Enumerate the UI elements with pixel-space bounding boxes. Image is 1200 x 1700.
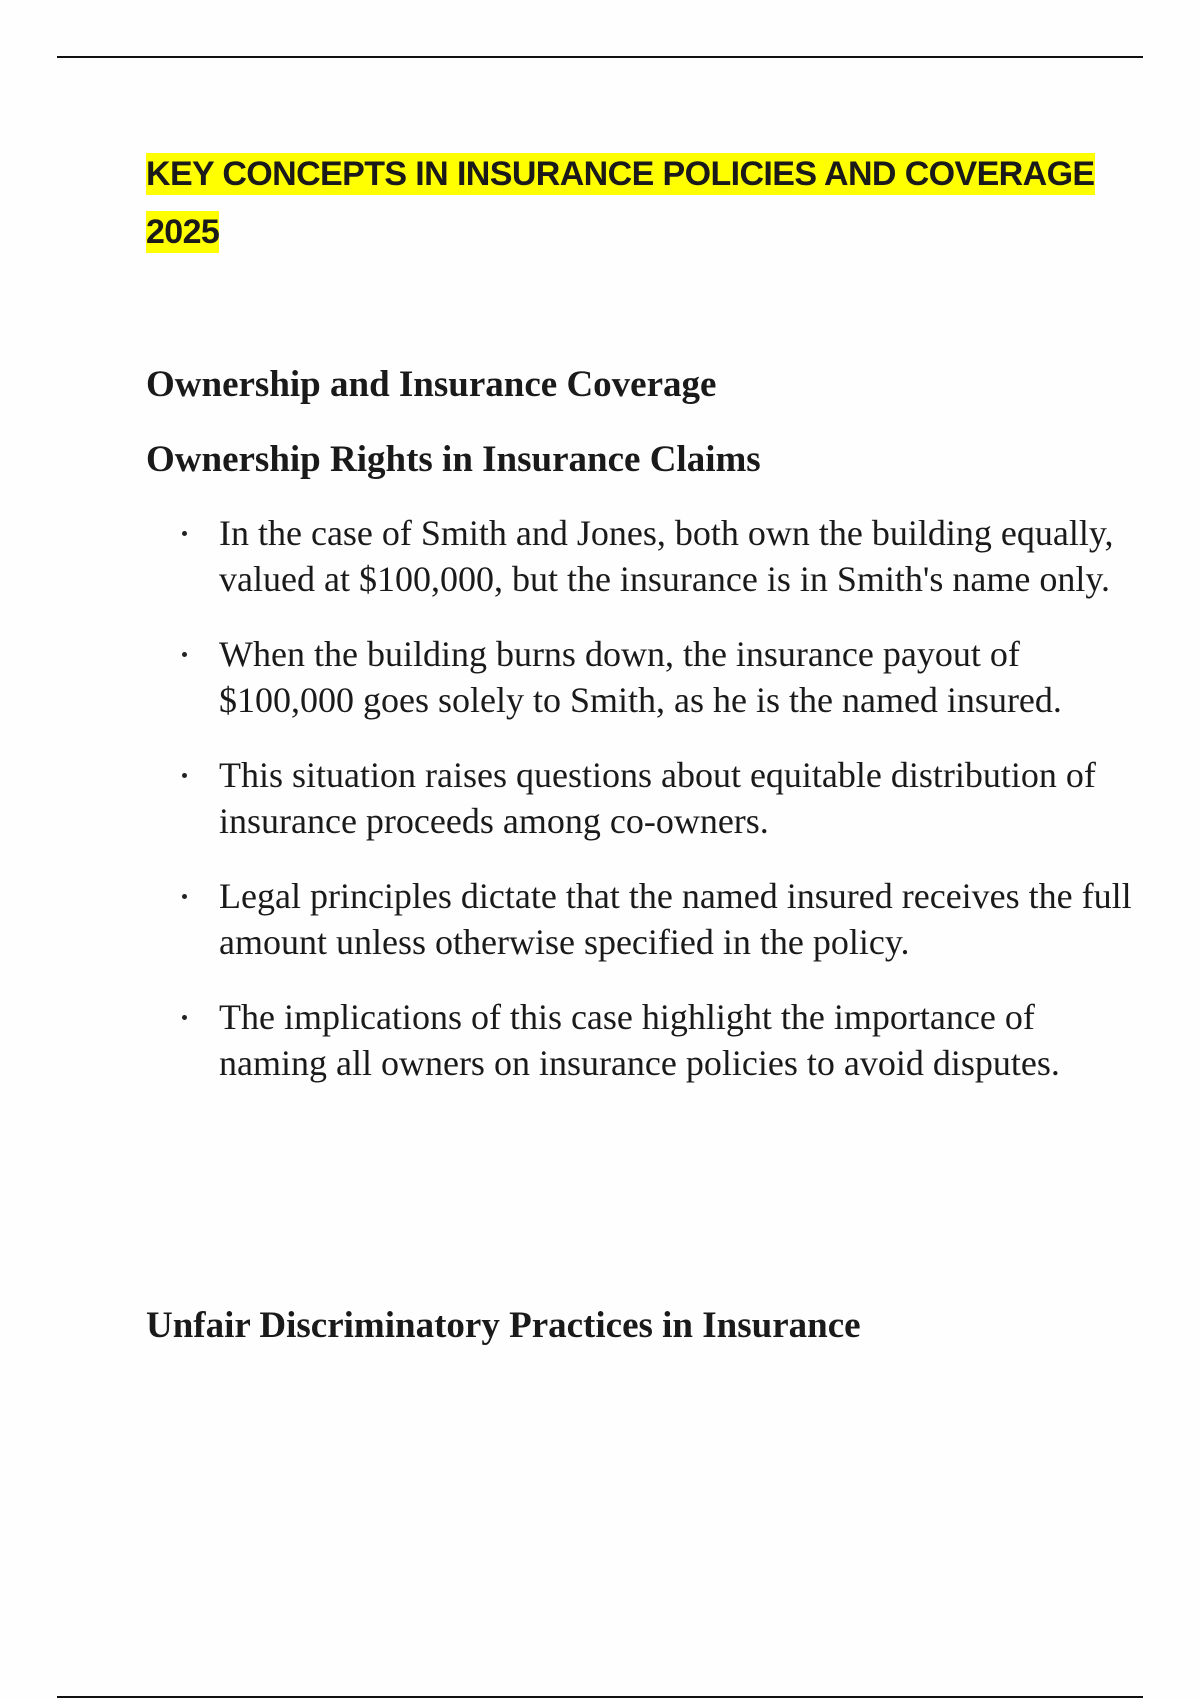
bottom-rule (57, 1696, 1143, 1698)
list-item (146, 631, 1146, 723)
bullet-icon (182, 894, 187, 899)
document-title-line-2: 2025 (146, 213, 220, 251)
bullet-icon (182, 531, 187, 536)
bullet-icon (182, 1015, 187, 1020)
list-item-text: In the case of Smith and Jones, both own the building equally, valued at $100,000, but the insurance is in Smith's name only. (219, 513, 1114, 599)
bullet-list (146, 510, 1146, 1115)
list-item-text: This situation raises questions about equitable distribution of insurance proceeds among co-owners. (219, 755, 1096, 841)
list-item-text: Legal principles dictate that the named insured receives the full amount unless otherwise specified in the policy. (219, 876, 1132, 962)
list-item (146, 873, 1146, 965)
bullet-icon (182, 652, 187, 657)
subsection-heading: Ownership Rights in Insurance Claims (146, 439, 761, 480)
page-content (146, 145, 1146, 1346)
top-rule (57, 56, 1143, 58)
list-item (146, 752, 1146, 844)
list-item-text: The implications of this case highlight the importance of naming all owners on insurance policies to avoid disputes. (219, 997, 1060, 1083)
document-title (146, 145, 1146, 261)
list-item (146, 510, 1146, 602)
next-section-heading: Unfair Discriminatory Practices in Insurance (146, 1305, 861, 1346)
list-item-text: When the building burns down, the insurance payout of $100,000 goes solely to Smith, as he is the named insured. (219, 634, 1062, 720)
document-title-line-1: KEY CONCEPTS IN INSURANCE POLICIES AND COVERAGE (146, 155, 1095, 193)
bullet-icon (182, 773, 187, 778)
section-heading: Ownership and Insurance Coverage (146, 364, 717, 405)
list-item (146, 994, 1146, 1086)
